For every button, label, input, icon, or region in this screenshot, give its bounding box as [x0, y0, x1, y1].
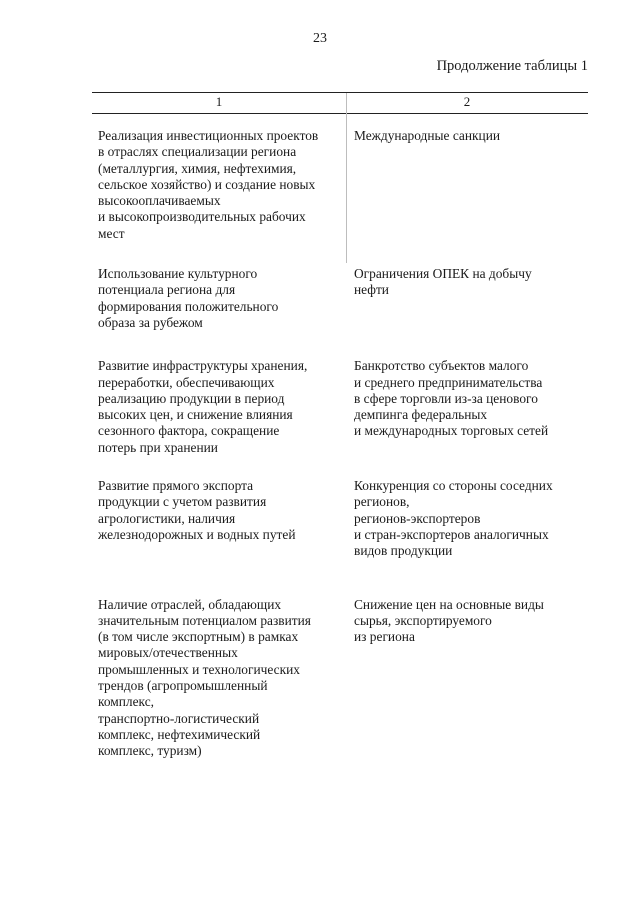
- opportunity-cell: Развитие инфраструктуры хранения, переработки, обеспечивающих реализацию продукции в период высоких цен, и снижение влияния сезонного фактора, сокращение потерь при хранении: [98, 358, 308, 455]
- opportunity-cell: Реализация инвестиционных проектов в отраслях специализации региона (металлургия, химия, нефтехимия, сельское хозяйство) и создание новых высокооплачиваемых и высокопроизводительных рабочих мест: [98, 128, 319, 241]
- table-row: [98, 358, 590, 456]
- threat-cell: Банкротство субъектов малого и среднего предпринимательства в сфере торговли из-за ценового демпинга федеральных и международных торговых сетей: [354, 358, 549, 439]
- table-header-column-1: 1: [215, 94, 223, 109]
- table-header-row: [92, 92, 588, 114]
- opportunity-cell: Наличие отраслей, обладающих значительным потенциалом развития (в том числе экспортным) в рамках мировых/отечественных промышленных и технологических трендов (агропромышленный комплекс, транспортно-логистический комплекс, нефтехимический комплекс, туризм): [98, 596, 311, 759]
- table-body: [98, 128, 590, 760]
- page-number: 23: [313, 31, 327, 46]
- threat-cell: Ограничения ОПЕК на добычу нефти: [354, 266, 532, 298]
- table-header-column-2: 2: [463, 94, 471, 109]
- threat-cell: Снижение цен на основные виды сырья, экспортируемого из региона: [354, 596, 544, 645]
- table-row: [98, 597, 590, 760]
- threat-cell: Конкуренция со стороны соседних регионов, регионов-экспортеров и стран-экспортеров аналогичных видов продукции: [354, 478, 553, 559]
- opportunity-cell: Использование культурного потенциала региона для формирования положительного образа за рубежом: [98, 266, 279, 330]
- opportunity-cell: Развитие прямого экспорта продукции с учетом развития агрологистики, наличия железнодорожных и водных путей: [98, 478, 296, 542]
- table-row: [98, 128, 590, 242]
- table-row: [98, 478, 590, 559]
- table-row: [98, 266, 590, 331]
- table-continuation-label: Продолжение таблицы 1: [436, 58, 588, 74]
- threat-cell: Международные санкции: [354, 128, 501, 143]
